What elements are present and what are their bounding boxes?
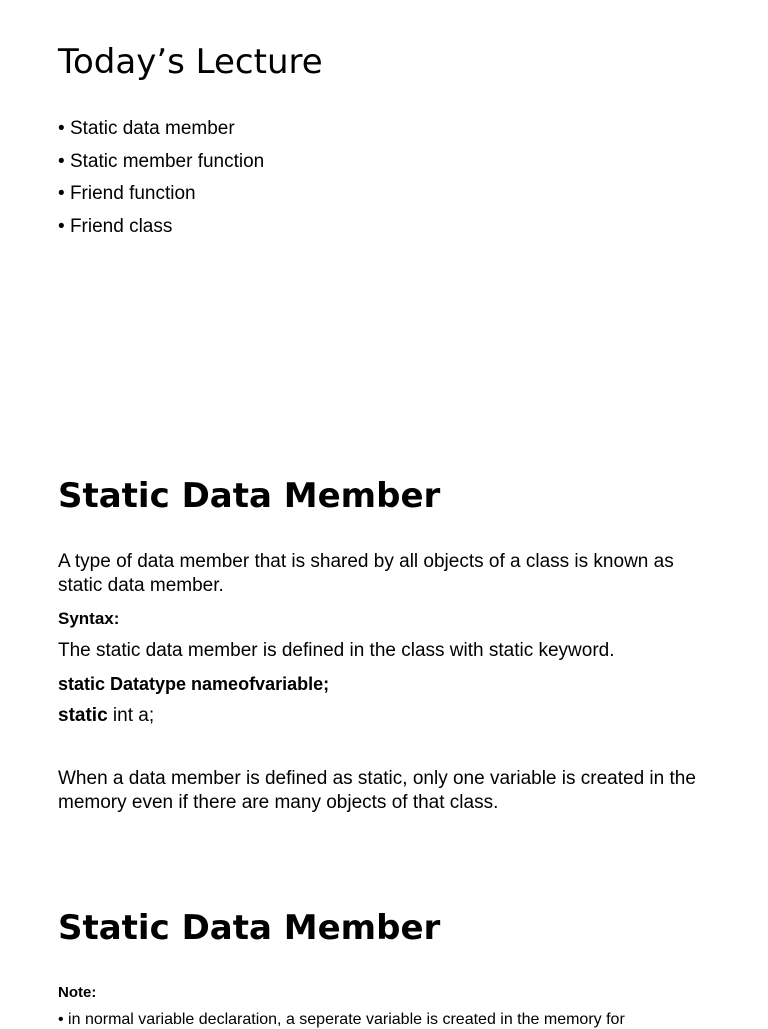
slide-title-todays-lecture: Today’s Lecture xyxy=(58,42,323,82)
syntax-description: The static data member is defined in the class with static keyword. xyxy=(58,640,615,661)
slide-title-static-data-member: Static Data Member xyxy=(58,476,441,516)
list-item: • Friend function xyxy=(58,182,264,215)
list-item: • Friend class xyxy=(58,215,264,248)
note-label: Note: xyxy=(58,984,97,1001)
slide-title-static-data-member-note: Static Data Member xyxy=(58,908,441,948)
syntax-label: Syntax: xyxy=(58,609,120,628)
list-item: • Static data member xyxy=(58,117,264,150)
definition-text: A type of data member that is shared by all objects of a class is known as static data member. xyxy=(58,551,674,596)
explanation-text: When a data member is defined as static, only one variable is created in the memory even if there are many objects of that class. xyxy=(58,768,696,813)
note-bullet: • in normal variable declaration, a seperate variable is created in the memory for xyxy=(58,1011,708,1029)
code-rest: int a; xyxy=(107,705,155,726)
code-example xyxy=(58,704,718,728)
syntax-form: static Datatype nameofvariable; xyxy=(58,674,330,694)
list-item: • Static member function xyxy=(58,150,264,183)
lecture-topics-list xyxy=(58,117,264,247)
code-keyword: static xyxy=(58,705,108,726)
